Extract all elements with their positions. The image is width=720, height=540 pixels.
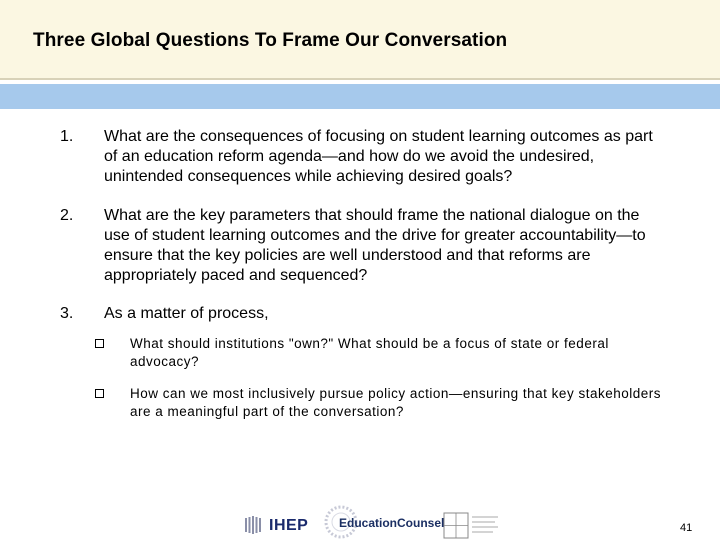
aacu-logo-icon (443, 512, 503, 539)
question-text-1: What are the consequences of focusing on student learning outcomes as part of an education reform agenda—and how do we avoid the undesired, unintended consequences while achieving desired goals? (104, 128, 653, 185)
subpoint-1: What should institutions "own?" What should be a focus of state or federal advocacy? (130, 336, 609, 369)
page-number: 41 (680, 522, 693, 534)
ihep-mark-icon (245, 516, 265, 534)
question-number-2: 2. (60, 207, 74, 224)
subpoint-2: How can we most inclusively pursue policy action—ensuring that key stakeholders are a meaningful part of the conversation? (130, 386, 661, 419)
title-header (0, 0, 720, 78)
checkbox-bullet-icon (95, 389, 104, 398)
education-counsel-logo-text: EducationCounsel (339, 516, 445, 530)
checkbox-bullet-icon (95, 339, 104, 348)
question-text-2: What are the key parameters that should frame the national dialogue on the use of student learning outcomes and the drive for greater accountability—to ensure that the key policies are well understood and that reforms are appropriately paced and sequenced? (104, 207, 646, 284)
ihep-logo (245, 516, 317, 536)
ihep-logo-text: IHEP (269, 517, 309, 534)
question-text-3: As a matter of process, (104, 305, 269, 322)
question-number-1: 1. (60, 128, 74, 145)
accent-band (0, 84, 720, 109)
header-divider (0, 78, 720, 80)
question-number-3: 3. (60, 305, 74, 322)
slide-title: Three Global Questions To Frame Our Conversation (33, 30, 508, 51)
education-counsel-logo (339, 516, 445, 534)
